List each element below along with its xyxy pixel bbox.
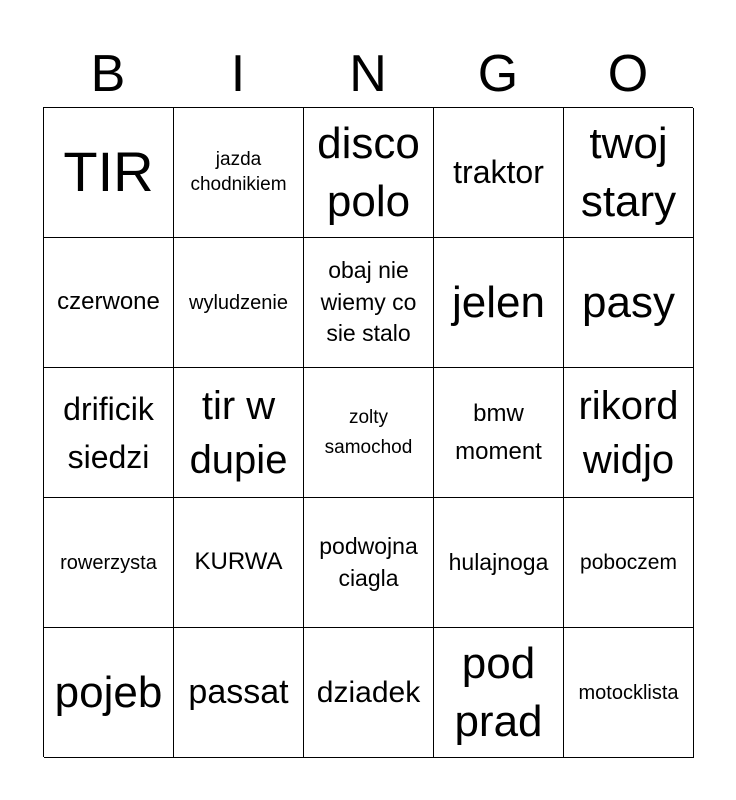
cell-label: dziadek <box>316 675 421 709</box>
cell-label: wyludzenie <box>189 291 288 314</box>
bingo-cell[interactable] <box>564 628 694 758</box>
bingo-cell[interactable] <box>304 238 434 368</box>
bingo-cell[interactable] <box>564 498 694 628</box>
bingo-cell[interactable] <box>174 628 304 758</box>
bingo-header <box>43 40 693 108</box>
bingo-cell[interactable] <box>174 108 304 238</box>
cell-label: pod prad <box>454 639 543 746</box>
cell-label: podwojna ciagla <box>319 532 418 591</box>
cell-label: pojeb <box>54 667 163 717</box>
cell-label: drificik siedzi <box>63 390 154 475</box>
header-letter-i: I <box>230 45 246 103</box>
bingo-cell[interactable] <box>44 108 174 238</box>
header-letter-g: G <box>477 45 519 103</box>
cell-label: rikord widjo <box>578 383 679 482</box>
bingo-cell[interactable] <box>434 498 564 628</box>
bingo-cell[interactable] <box>304 368 434 498</box>
bingo-cell[interactable] <box>304 498 434 628</box>
cell-label: rowerzysta <box>60 551 157 574</box>
bingo-cell[interactable] <box>434 238 564 368</box>
bingo-cell[interactable] <box>434 108 564 238</box>
cell-label: twoj stary <box>580 119 677 226</box>
cell-label: jelen <box>452 277 545 327</box>
bingo-cell[interactable] <box>174 498 304 628</box>
bingo-cell[interactable] <box>564 368 694 498</box>
bingo-cell[interactable] <box>434 368 564 498</box>
bingo-cell[interactable] <box>44 498 174 628</box>
cell-label: motocklista <box>578 681 679 704</box>
cell-label: passat <box>188 673 289 712</box>
cell-label: TIR <box>63 140 154 204</box>
bingo-cell[interactable] <box>44 368 174 498</box>
bingo-cell[interactable] <box>174 238 304 368</box>
bingo-board <box>43 107 693 757</box>
bingo-cell[interactable] <box>564 238 694 368</box>
header-letter-b: B <box>90 45 126 103</box>
cell-label: disco polo <box>317 119 420 226</box>
cell-label: czerwone <box>57 288 160 316</box>
cell-label: poboczem <box>580 550 677 574</box>
bingo-cell[interactable] <box>564 108 694 238</box>
cell-label: pasy <box>582 277 675 327</box>
header-letter-o: O <box>607 45 649 103</box>
cell-label: KURWA <box>194 548 283 576</box>
cell-label: zolty samochod <box>324 407 413 458</box>
header-letter-n: N <box>349 45 387 103</box>
cell-label: jazda chodnikiem <box>190 148 287 195</box>
cell-label: hulajnoga <box>448 548 549 575</box>
cell-label: traktor <box>453 154 544 191</box>
cell-label: obaj nie wiemy co sie stalo <box>320 256 417 347</box>
bingo-cell[interactable] <box>304 108 434 238</box>
cell-label: tir w dupie <box>189 383 288 482</box>
bingo-cell[interactable] <box>304 628 434 758</box>
bingo-cell[interactable] <box>44 628 174 758</box>
bingo-cell[interactable] <box>174 368 304 498</box>
bingo-cell[interactable] <box>434 628 564 758</box>
cell-label: bmw moment <box>455 400 542 465</box>
bingo-cell[interactable] <box>44 238 174 368</box>
